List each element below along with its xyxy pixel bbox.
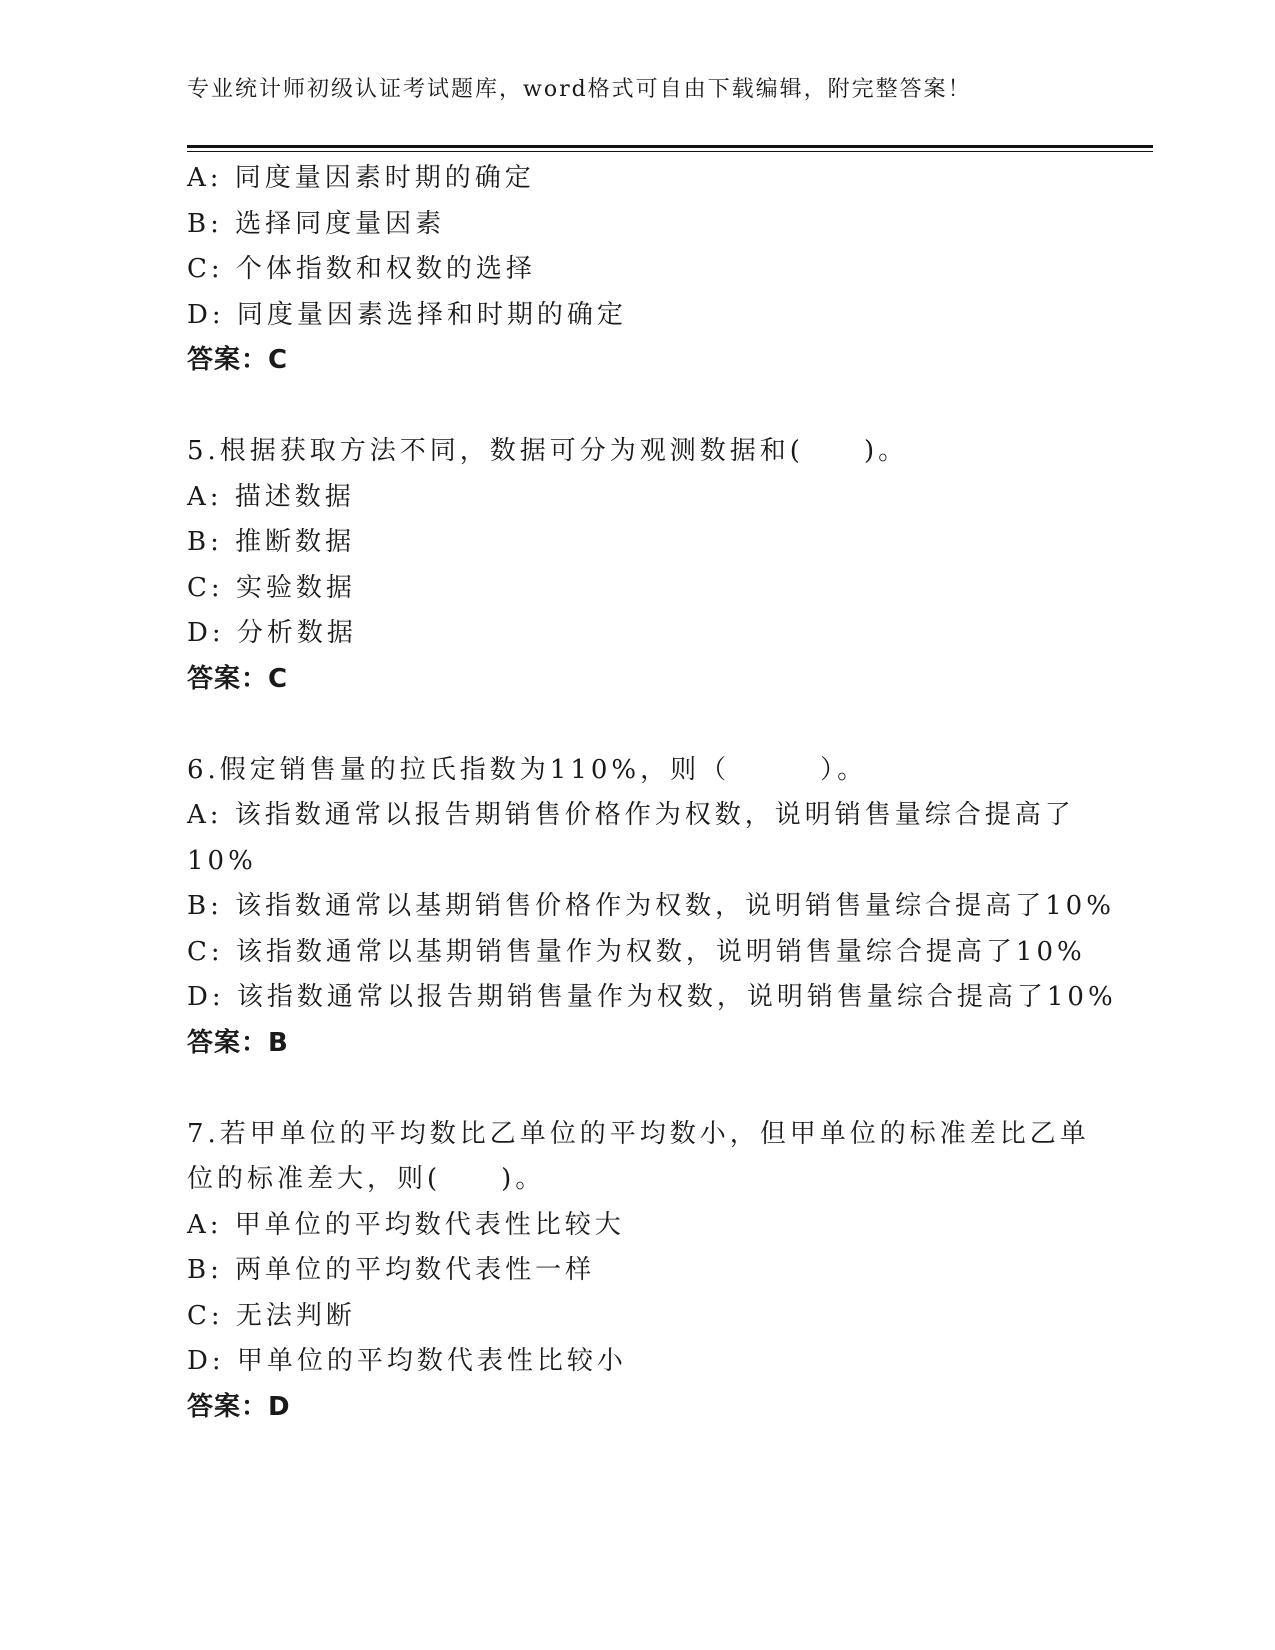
block-spacer	[187, 702, 1087, 748]
option-d: D: 同度量因素选择和时期的确定	[187, 299, 627, 330]
question-text: 6.假定销售量的拉氏指数为110%，则（ ）。	[187, 754, 868, 785]
option-d: D: 该指数通常以报告期销售量作为权数，说明销售量综合提高了10%	[187, 982, 1117, 1012]
option-a: A: 同度量因素时期的确定	[187, 163, 535, 193]
question-text-continued: 位的标准差大，则( )。	[187, 1164, 546, 1194]
option-b: B: 两单位的平均数代表性一样	[187, 1255, 596, 1285]
option-a: A: 描述数据	[187, 481, 355, 512]
option-a: A: 甲单位的平均数代表性比较大	[187, 1209, 625, 1240]
option-d: D: 甲单位的平均数代表性比较小	[187, 1346, 627, 1376]
answer-line: 答案：B	[187, 1027, 289, 1058]
option-d: D: 分析数据	[187, 618, 357, 648]
option-c: C: 实验数据	[187, 572, 356, 603]
answer-line: 答案：D	[187, 1391, 291, 1422]
option-b: B: 选择同度量因素	[187, 208, 446, 239]
header-rule-thick	[187, 145, 1153, 148]
question-text: 7.若甲单位的平均数比乙单位的平均数小，但甲单位的标准差比乙单	[187, 1118, 1090, 1149]
page-header: 专业统计师初级认证考试题库，word格式可自由下载编辑，附完整答案！	[187, 77, 972, 102]
option-b: B: 该指数通常以基期销售价格作为权数，说明销售量综合提高了10%	[187, 891, 1115, 921]
question-block	[187, 429, 1087, 702]
answer-line: 答案：C	[187, 345, 289, 375]
block-spacer	[187, 384, 1087, 430]
question-block	[187, 748, 1117, 1067]
block-spacer	[187, 1066, 1087, 1112]
option-c: C: 个体指数和权数的选择	[187, 254, 536, 284]
option-a-continued: 10%	[187, 845, 257, 876]
question-block	[187, 1112, 1090, 1431]
question-text: 5.根据获取方法不同，数据可分为观测数据和( )。	[187, 436, 909, 466]
option-c: C: 无法判断	[187, 1300, 356, 1331]
answer-line: 答案：C	[187, 663, 289, 694]
option-b: B: 推断数据	[187, 527, 356, 557]
option-c: C: 该指数通常以基期销售量作为权数，说明销售量综合提高了10%	[187, 936, 1086, 967]
question-block	[187, 156, 1087, 384]
option-a: A: 该指数通常以报告期销售价格作为权数，说明销售量综合提高了	[187, 800, 1075, 830]
question-content	[187, 156, 1117, 1430]
header-rule-thin	[187, 151, 1153, 152]
